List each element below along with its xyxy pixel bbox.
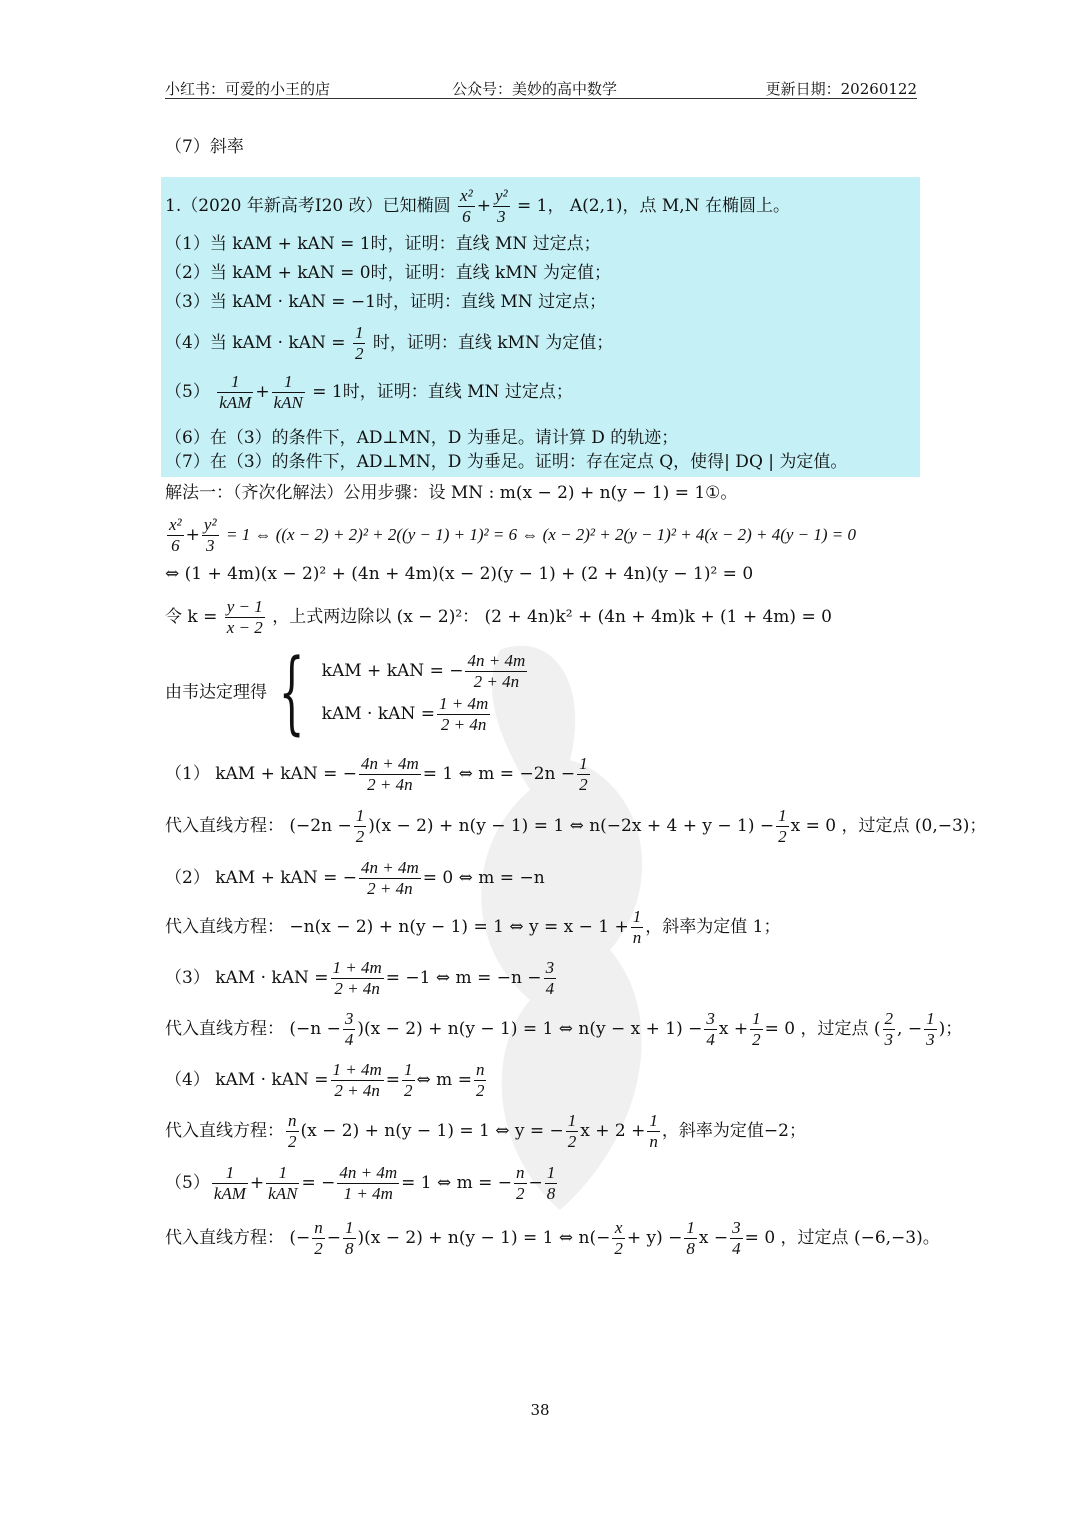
intro-eq: = 1，: [517, 196, 565, 216]
part4-condition: （4） kAM · kAN = $\frac{1 + 4m}{2 + 4n}$ = $\frac{1}{2}$ ⇔ m = $\frac{n}{2}$: [165, 1060, 485, 1100]
intro-point: A(2,1)，点 M,N 在椭圆上。: [569, 196, 790, 216]
solution-step-1: $\frac{\text{x²}}{6}$ + $\frac{\text{y²}}{3}$ = 1 ⇔ ((x − 2) + 2)² + 2((y − 1) + 1)² = 6 ⇔ (x − 2)² + 2(y − 1)² + 4(x − 2) + 4(y − 1) = 0: [169, 515, 857, 555]
frac-x2-6: $\frac{\text{x²}}{6}$: [460, 186, 473, 226]
part5-condition: （5） $\frac{1}{\text{kAM}}$ + $\frac{1}{\text{kAN}}$ = − $\frac{4n + 4m}{1 + 4m}$ = 1 ⇔ m = − $\frac{n}{2}$ − $\frac{1}{8}$: [165, 1163, 556, 1203]
step3-text-b: ，上式两边除以 (x − 2)²： (2 + 4n)k² + (4n + 4m)k + (1 + 4m) = 0: [272, 607, 832, 627]
vieta-sum: kAM + kAN = − $\frac{4n + 4m}{2 + 4n}$: [321, 651, 526, 691]
problem-intro: 1.（2020 年新高考Ⅰ20 改）已知椭圆 $\frac{\text{x²}}{6}$ + $\frac{\text{y²}}{3}$ = 1， A(2,1)，点 M,N 在椭圆上。: [165, 186, 790, 226]
part4-substitution: 代入直线方程： $\frac{n}{2}$ (x − 2) + n(y − 1) = 1 ⇔ y = − $\frac{1}{2}$ x + 2 + $\frac{1}{n}$ ，斜率为定值−2；: [165, 1111, 806, 1151]
q5-text-a: （5）: [165, 382, 210, 402]
frac-1-kAN: $\frac{1}{\text{kAN}}$: [273, 372, 303, 412]
frac-x2-6: $\frac{\text{x²}}{6}$: [169, 515, 182, 555]
q5-text-b: = 1时，证明：直线 MN 过定点；: [312, 382, 573, 402]
frac-y2-3: $\frac{\text{y²}}{3}$: [494, 186, 508, 226]
part2-condition: （2） kAM + kAN = − $\frac{4n + 4m}{2 + 4n}$ = 0 ⇔ m = −n: [165, 858, 545, 898]
frac-k: $\frac{y - 1}{x - 2}$: [226, 597, 263, 637]
q4-text-a: （4）当 kAM · kAN =: [165, 333, 346, 353]
part5-substitution: 代入直线方程： (− $\frac{n}{2}$ − $\frac{1}{8}$ )(x − 2) + n(y − 1) = 1 ⇔ n(− $\frac{x}{2}$ + y) − $\frac{1}{8}$ x − $\frac{3}{4}$ = 0 ，过定点 (−6,−3)。: [165, 1218, 940, 1258]
section-title: （7）斜率: [165, 137, 244, 157]
frac-1-kAM: $\frac{1}{\text{kAM}}$: [219, 372, 252, 412]
part3-substitution: 代入直线方程： (−n − $\frac{3}{4}$ )(x − 2) + n(y − 1) = 1 ⇔ n(y − x + 1) − $\frac{3}{4}$ x + $\frac{1}{2}$ = 0 ，过定点 ( $\frac{2}{3}$ , − $\frac{1}{3}$ )；: [165, 1009, 963, 1049]
page-header: [165, 78, 917, 99]
solution-step-2: ⇔ (1 + 4m)(x − 2)² + (4n + 4m)(x − 2)(y − 1) + (2 + 4n)(y − 1)² = 0: [165, 564, 754, 584]
question-6: （6）在（3）的条件下，AD⊥MN，D 为垂足。请计算 D 的轨迹；: [165, 428, 679, 448]
frac-1-2: $\frac{1}{2}$: [354, 323, 364, 363]
left-brace-icon: {: [278, 640, 305, 745]
part1-substitution: 代入直线方程： (−2n − $\frac{1}{2}$ )(x − 2) + n(y − 1) = 1 ⇔ n(−2x + 4 + y − 1) − $\frac{1}{2}$ x = 0 ，过定点 (0,−3)；: [165, 806, 987, 846]
vieta-product: kAM · kAN = $\frac{1 + 4m}{2 + 4n}$: [321, 694, 489, 734]
frac-y2-3: $\frac{\text{y²}}{3}$: [203, 515, 217, 555]
part3-condition: （3） kAM · kAN = $\frac{1 + 4m}{2 + 4n}$ = −1 ⇔ m = −n − $\frac{3}{4}$: [165, 958, 555, 998]
question-7: （7）在（3）的条件下，AD⊥MN，D 为垂足。证明：存在定点 Q，使得| DQ | 为定值。: [165, 452, 848, 472]
vieta-system: [165, 640, 529, 745]
question-3: （3）当 kAM · kAN = −1时，证明：直线 MN 过定点；: [165, 292, 607, 312]
header-left: 小红书：可爱的小王的店: [165, 80, 331, 98]
solution-step-3: [165, 597, 832, 638]
intro-text: 1.（2020 年新高考Ⅰ20 改）已知椭圆: [165, 196, 451, 216]
question-2: （2）当 kAM + kAN = 0时，证明：直线 kMN 为定值；: [165, 263, 611, 283]
header-center: 公众号：美妙的高中数学: [452, 80, 618, 98]
part1-condition: （1） kAM + kAN = − $\frac{4n + 4m}{2 + 4n}$ = 1 ⇔ m = −2n − $\frac{1}{2}$: [165, 754, 588, 794]
question-4: [165, 323, 613, 364]
vieta-label: 由韦达定理得: [165, 682, 267, 703]
header-right: 更新日期：20260122: [765, 80, 917, 98]
step1-text: = 1 ⇔ ((x − 2) + 2)² + 2((y − 1) + 1)² = 6 ⇔ (x − 2)² + 2(y − 1)² + 4(x − 2) + 4(y − 1) = 0: [225, 525, 857, 544]
q4-text-b: 时，证明：直线 kMN 为定值；: [372, 333, 614, 353]
solution-setup: 解法一：（齐次化解法）公用步骤：设 MN : m(x − 2) + n(y − 1) = 1①。: [165, 483, 738, 503]
part2-substitution: 代入直线方程： −n(x − 2) + n(y − 1) = 1 ⇔ y = x − 1 + $\frac{1}{n}$ ，斜率为定值 1；: [165, 907, 781, 947]
vieta-equations: [322, 649, 530, 737]
step3-text-a: 令 k =: [165, 607, 218, 627]
page-number: 38: [530, 1401, 550, 1419]
question-5: （5） $\frac{1}{\text{kAM}}$ + $\frac{1}{\text{kAN}}$ = 1时，证明：直线 MN 过定点；: [165, 372, 573, 412]
question-1: （1）当 kAM + kAN = 1时，证明：直线 MN 过定点；: [165, 234, 601, 254]
